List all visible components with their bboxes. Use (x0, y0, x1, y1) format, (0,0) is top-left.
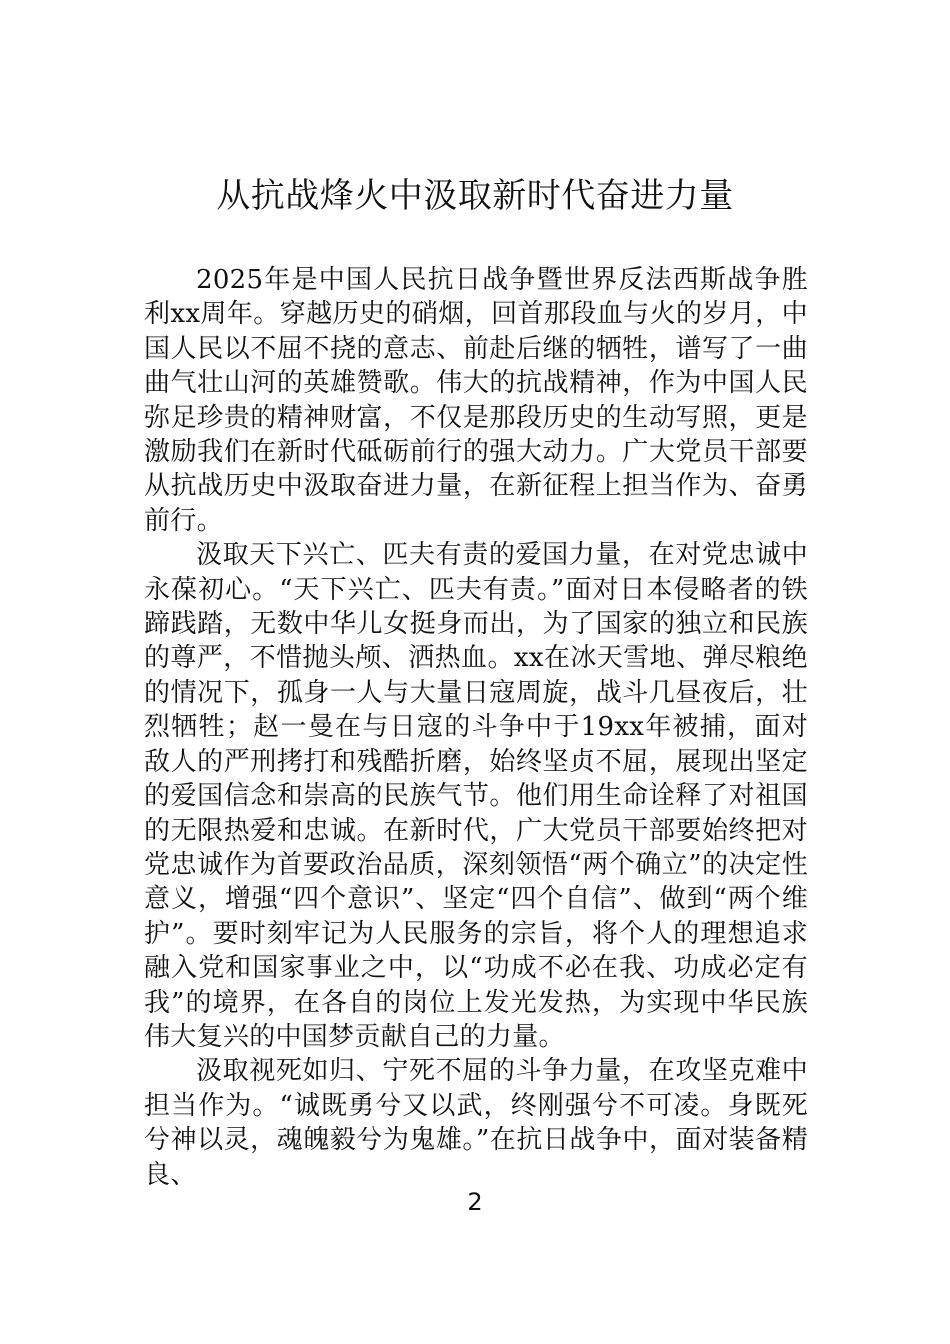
paragraph-intro: 2025年是中国人民抗日战争暨世界反法西斯战争胜利xx周年。穿越历史的硝烟，回首那段血与火的岁月，中国人民以不屈不挠的意志、前赴后继的牺牲，谱写了一曲曲气壮山河的英雄赞歌。伟大的抗战精神，作为中国人民弥足珍贵的精神财富，不仅是那段历史的生动写照，更是激励我们在新时代砥砺前行的强大动力。广大党员干部要从抗战历史中汲取奋进力量，在新征程上担当作为、奋勇前行。 (144, 265, 808, 536)
page-number: 2 (467, 1188, 483, 1216)
paragraph-patriotism: 汲取天下兴亡、匹夫有责的爱国力量，在对党忠诚中永葆初心。“天下兴亡、匹夫有责。”面对日本侵略者的铁蹄践踏，无数中华儿女挺身而出，为了国家的独立和民族的尊严，不惜抛头颅、洒热血。xx在冰天雪地、弹尽粮绝的情况下，孤身一人与大量日寇周旋，战斗几昼夜后，壮烈牺牲；赵一曼在与日寇的斗争中于19xx年被捕，面对敌人的严刑拷打和残酷折磨，始终坚贞不屈，展现出坚定的爱国信念和崇高的民族气节。他们用生命诠释了对祖国的无限热爱和忠诚。在新时代，广大党员干部要始终把对党忠诚作为首要政治品质，深刻领悟“两个确立”的决定性意义，增强“四个意识”、坚定“四个自信”、做到“两个维护”。要时刻牢记为人民服务的宗旨，将个人的理想追求融入党和国家事业之中，以“功成不必在我、功成必定有我”的境界，在各自的岗位上发光发热，为实现中华民族伟大复兴的中国梦贡献自己的力量。 (144, 540, 808, 1052)
document-title: 从抗战烽火中汲取新时代奋进力量 (216, 176, 734, 216)
document-body (144, 263, 808, 1190)
paragraph-struggle: 汲取视死如归、宁死不屈的斗争力量，在攻坚克难中担当作为。“诚既勇兮又以武，终刚强兮不可凌。身既死兮神以灵，魂魄毅兮为鬼雄。”在抗日战争中，面对装备精良、 (144, 1056, 808, 1190)
